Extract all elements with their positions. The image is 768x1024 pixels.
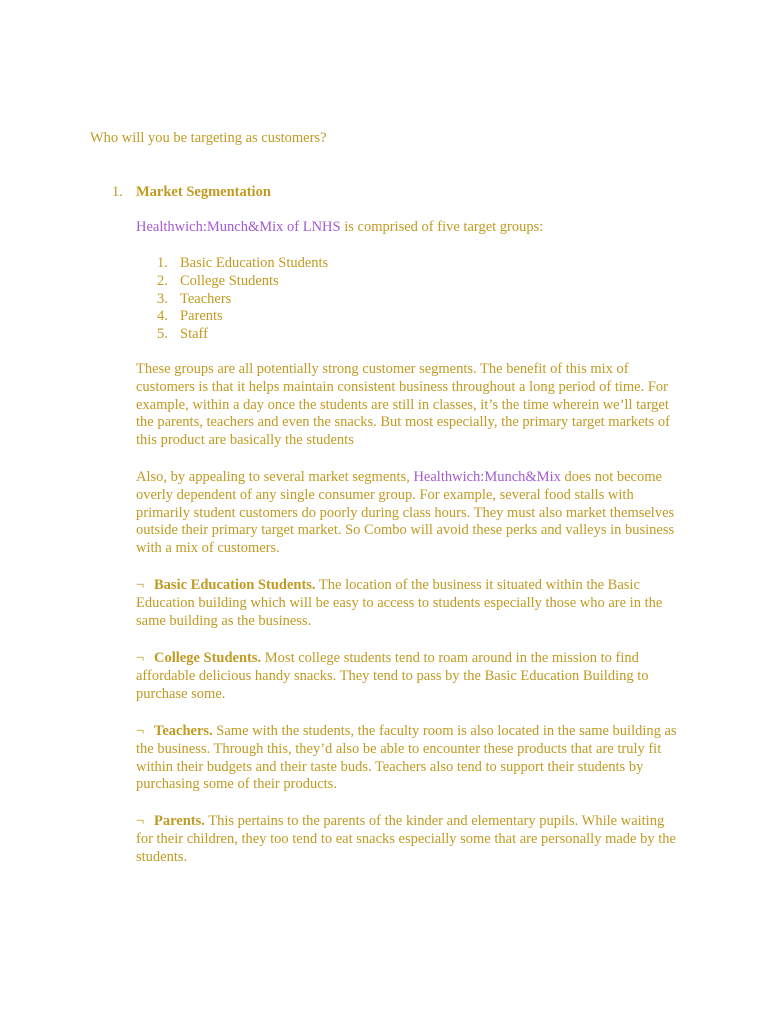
list-item-label: Basic Education Students bbox=[180, 255, 329, 271]
bullet-icon: ¬ bbox=[136, 813, 145, 829]
target-groups-list bbox=[157, 255, 328, 344]
list-item-label: Parents bbox=[180, 308, 223, 325]
bullet-icon: ¬ bbox=[136, 650, 145, 666]
brand-name: Healthwich:Munch&Mix of LNHS bbox=[136, 219, 341, 235]
list-item-number: 2. bbox=[157, 272, 168, 289]
appeal-paragraph bbox=[136, 469, 681, 558]
detail-title: Teachers. bbox=[154, 723, 213, 739]
segments-paragraph: These groups are all potentially strong customer segments. The benefit of this mix of customers is that it helps maintain consistent business throughout a long period of time. For example, within a day once the students are still in classes, it’s the time wherein we’ll target the parents, teachers and even the snacks. But most especially, the primary target markets of this product are basically the students bbox=[136, 361, 670, 449]
bullet-icon: ¬ bbox=[136, 723, 145, 739]
list-item-number: 4. bbox=[157, 308, 168, 325]
list-item bbox=[157, 291, 328, 309]
detail-text: This pertains to the parents of the kinder and elementary pupils. While waiting for their children, they too tend to eat snacks especially some that are personally made by the students. bbox=[136, 813, 676, 865]
detail-teachers bbox=[136, 723, 681, 794]
list-item-number: 5. bbox=[157, 326, 168, 343]
detail-college-students bbox=[136, 650, 681, 703]
section-market-segmentation bbox=[112, 183, 678, 201]
bullet-icon: ¬ bbox=[136, 577, 145, 593]
appeal-text-before: Also, by appealing to several market segments, bbox=[136, 469, 414, 485]
intro-text: is comprised of five target groups: bbox=[340, 219, 544, 235]
section-heading bbox=[112, 183, 678, 201]
list-item-label: Teachers bbox=[180, 290, 232, 307]
list-item bbox=[157, 308, 328, 326]
list-item-number: 1. bbox=[157, 255, 168, 271]
detail-title: Parents. bbox=[154, 813, 205, 829]
brand-name: Healthwich:Munch&Mix bbox=[413, 469, 561, 485]
intro-paragraph bbox=[136, 219, 681, 237]
detail-title: College Students. bbox=[154, 650, 262, 666]
section-number: 1. bbox=[112, 184, 123, 200]
detail-text: Most college students tend to roam around in the mission to find affordable delicious handy snacks. They tend to pass by the Basic Education Building to purchase some. bbox=[136, 650, 649, 702]
detail-title: Basic Education Students. bbox=[154, 577, 316, 593]
list-item-label: Staff bbox=[180, 326, 208, 343]
list-item-number: 3. bbox=[157, 290, 168, 307]
detail-parents bbox=[136, 813, 681, 866]
question-heading: Who will you be targeting as customers? bbox=[90, 130, 327, 146]
list-item bbox=[157, 326, 328, 344]
detail-text: The location of the business it situated within the Basic Education building which will be easy to access to students especially those who are in the same building as the business. bbox=[136, 577, 663, 629]
section-title: Market Segmentation bbox=[136, 184, 271, 200]
list-item bbox=[157, 273, 328, 291]
list-item bbox=[157, 255, 328, 273]
appeal-text-after: does not become overly dependent of any single consumer group. For example, several food stalls with primarily student customers do poorly during class hours. They must also market themselves outside their primary target market. So Combo will avoid these perks and valleys in business with a mix of customers. bbox=[136, 469, 675, 557]
detail-basic-education bbox=[136, 577, 681, 630]
list-item-label: College Students bbox=[180, 272, 279, 289]
detail-text: Same with the students, the faculty room is also located in the same building as the business. Through this, they’d also be able to encounter these products that are truly fit within their budgets and their taste buds. Teachers also tend to support their students by purchasing some of their products. bbox=[136, 723, 677, 793]
